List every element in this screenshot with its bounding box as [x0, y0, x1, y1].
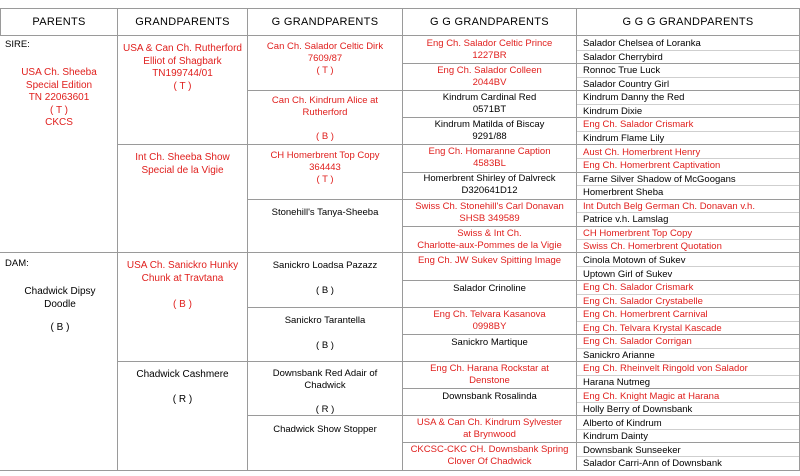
pair-divider [577, 294, 799, 295]
gg-name: Sanickro Tarantella [284, 315, 366, 326]
ggg-grandparent: Aust Ch. Homerbrent Henry [583, 146, 701, 158]
gg-line1: CKCSC-CKC CH. Downsbank Spring [410, 444, 569, 455]
ggg-grandparent: Patrice v.h. Lamslag [583, 214, 669, 226]
gg-grandparent-4 [404, 119, 575, 143]
ggg-grandparent: Eng Ch. Salador Crismark [583, 282, 694, 294]
gg-reg: 364443 [309, 162, 341, 173]
gg-line2: Clover Of Chadwick [447, 456, 532, 467]
gg-line2: 9291/88 [472, 131, 507, 142]
gg-name: CH Homerbrent Top Copy [270, 150, 380, 161]
gg-grandparent-14 [404, 391, 575, 403]
gg-grandparent-16 [404, 444, 575, 468]
gg-grandparent-3 [404, 92, 575, 116]
header-gg-grandparents [402, 8, 577, 35]
gg-code: ( B ) [316, 340, 334, 351]
gg-code: ( B ) [316, 131, 334, 142]
pair-divider [577, 50, 799, 51]
gg-grandparent-7 [404, 201, 575, 225]
grandparent-1 [120, 43, 245, 93]
great-grandparent-6 [250, 315, 400, 352]
gg-name: Downsbank Red Adair of Chadwick [272, 368, 378, 391]
gg-name: Chadwick Show Stopper [273, 424, 377, 435]
gg-line1: Downsbank Rosalinda [442, 391, 537, 402]
sire-extra: CKCS [45, 117, 73, 128]
gg-line1: USA & Can Ch. Kindrum Sylvester [416, 417, 563, 428]
header-ggg-grandparents [576, 8, 800, 35]
great-grandparent-2 [250, 95, 400, 144]
grandparent-reg: TN199744/01 [152, 68, 213, 79]
great-grandparent-4 [250, 207, 400, 219]
gg-reg: 7609/87 [307, 53, 343, 64]
pair-divider [577, 239, 799, 240]
ggg-grandparent: Kindrum Dixie [583, 105, 643, 117]
gg-line1: Eng Ch. Salador Celtic Prince [426, 38, 553, 49]
header-grandparents [117, 8, 248, 35]
gg-line1: Eng Ch. Salador Colleen [437, 65, 542, 76]
pair-divider [577, 348, 799, 349]
ggg-grandparent: Eng Ch. Homerbrent Carnival [583, 309, 708, 321]
grandparent-code: ( B ) [173, 299, 192, 310]
grandparent-name: Int Ch. Sheeba Show Special de la Vigie [135, 152, 230, 176]
ggg-grandparent: Int Dutch Belg German Ch. Donavan v.h. [583, 200, 755, 212]
great-grandparent-7 [250, 368, 400, 415]
ggg-grandparent: Downsbank Sunseeker [583, 444, 681, 456]
gg-name: Stonehill's Tanya-Sheeba [271, 207, 379, 218]
ggg-grandparent: Harana Nutmeg [583, 377, 651, 388]
grandparent-code: ( R ) [172, 393, 193, 405]
gg-grandparent-13 [404, 363, 575, 387]
header-label: G G G GRANDPARENTS [622, 16, 754, 28]
sire-role-label: SIRE: [5, 39, 30, 50]
ggg-grandparent: Sanickro Arianne [583, 349, 655, 361]
header-label: GRANDPARENTS [135, 16, 230, 28]
ggg-grandparent: Uptown Girl of Sukev [583, 268, 673, 280]
gg-line1: Kindrum Matilda of Biscay [434, 119, 545, 130]
gg-name: Can Ch. Kindrum Alice at Rutherford [271, 95, 379, 118]
ggg-grandparent: Cinola Motown of Sukev [583, 255, 686, 266]
dam-code: ( B ) [50, 322, 70, 333]
ggg-grandparent: Eng Ch. Telvara Krystal Kascade [583, 322, 722, 334]
gg-line2: 4583BL [473, 158, 506, 169]
grandparent-name: USA & Can Ch. Rutherford Elliot of Shagbark [123, 43, 242, 67]
gg-grandparent-5 [404, 146, 575, 170]
ggg-grandparent: Eng Ch. Salador Corrigan [583, 336, 692, 348]
great-grandparent-1 [250, 41, 400, 77]
gg-line2: Charlotte-aux-Pommes de la Vigie [417, 240, 562, 251]
grandparent-4 [120, 369, 245, 406]
gg-line2: 1227BR [472, 50, 507, 61]
pair-divider [577, 185, 799, 186]
great-grandparent-8 [250, 424, 400, 436]
ggg-grandparent: Kindrum Danny the Red [583, 92, 685, 104]
gg-line1: Eng Ch. Homaranne Caption [428, 146, 551, 157]
grandparent-name: USA Ch. Sanickro Hunky Chunk at Travtana [126, 260, 239, 284]
sire-reg: TN 22063601 [28, 92, 90, 103]
gg-grandparent-10 [404, 283, 575, 295]
dam-role-label: DAM: [5, 258, 29, 269]
sire-name: USA Ch. Sheeba Special Edition [21, 67, 97, 91]
gg-line1: Eng Ch. JW Sukev Spitting Image [417, 255, 562, 266]
pair-divider [577, 321, 799, 322]
gg-grandparent-15 [404, 417, 575, 441]
ggg-grandparent: Farne Silver Shadow of McGoogans [583, 173, 736, 185]
sire-code: ( T ) [50, 104, 68, 116]
dam-entry [10, 286, 110, 335]
ggg-grandparent: Kindrum Dainty [583, 431, 648, 443]
grandparent-code: ( T ) [173, 80, 192, 92]
gg-line1: Homerbrent Shirley of Dalvreck [423, 173, 556, 184]
col-line [402, 35, 403, 471]
ggg-grandparent: Eng Ch. Salador Crismark [583, 119, 694, 131]
header-label: G GRANDPARENTS [271, 16, 379, 28]
great-grandparent-3 [250, 150, 400, 186]
col-line [117, 35, 118, 471]
ggg-grandparent: CH Homerbrent Top Copy [583, 227, 693, 239]
gg-line1: Eng Ch. Telvara Kasanova [433, 309, 546, 320]
ggg-grandparent: Salador Country Girl [583, 78, 670, 90]
gg-line1: Swiss Ch. Stonehill's Carl Donavan [415, 201, 564, 212]
gg-line1: Kindrum Cardinal Red [442, 92, 537, 103]
gg-code: ( R ) [315, 404, 335, 415]
ggg-grandparent: Holly Berry of Downsbank [583, 404, 693, 416]
ggg-grandparent: Salador Carri-Ann of Downsbank [583, 458, 722, 470]
gg-line1: Salador Crinoline [453, 283, 526, 294]
ggg-grandparent: Kindrum Flame Lily [583, 132, 665, 144]
gg-line2: Denstone [469, 375, 510, 386]
gg-line2: D320641D12 [461, 185, 518, 196]
col-line [247, 35, 248, 471]
gg-line1: Swiss & Int Ch. [457, 228, 522, 239]
ggg-grandparent: Homerbrent Sheba [583, 187, 664, 199]
ggg-grandparent: Salador Cherrybird [583, 51, 663, 63]
gg-grandparent-12 [404, 337, 575, 349]
gg-code: ( T ) [316, 65, 334, 76]
pair-divider [577, 77, 799, 78]
gg-code: ( B ) [316, 285, 334, 296]
gg-grandparent-2 [404, 65, 575, 89]
pair-divider [577, 104, 799, 105]
gg-line1: Eng Ch. Harana Rockstar at [430, 363, 549, 374]
gg-line2: 0571BT [472, 104, 507, 115]
sire-entry [4, 67, 114, 130]
ggg-grandparent: Salador Chelsea of Loranka [583, 38, 701, 49]
gg-grandparent-11 [404, 309, 575, 333]
gg-line2: at Brynwood [463, 429, 516, 440]
pair-divider [577, 402, 799, 403]
grandparent-2 [120, 152, 245, 177]
gg-grandparent-6 [404, 173, 575, 197]
gg-line2: 0998BY [472, 321, 507, 332]
header-label: PARENTS [32, 16, 86, 28]
ggg-grandparent: Ronnoc True Luck [583, 65, 661, 77]
header-divider [0, 35, 800, 36]
gg-line2: 2044BV [472, 77, 507, 88]
pair-divider [577, 131, 799, 132]
gg-grandparent-8 [404, 228, 575, 252]
grandparent-name: Chadwick Cashmere [136, 369, 229, 380]
dam-name: Chadwick Dipsy Doodle [24, 286, 96, 310]
gg-line2: SHSB 349589 [459, 213, 520, 224]
header-parents [0, 8, 118, 35]
grandparent-3 [120, 260, 245, 312]
gg-name: Can Ch. Salador Celtic Dirk [266, 41, 384, 52]
gg-name: Sanickro Loadsa Pazazz [272, 260, 378, 271]
ggg-grandparent: Eng Ch. Knight Magic at Harana [583, 390, 720, 402]
pair-divider [577, 429, 799, 430]
pair-divider [577, 456, 799, 457]
gg-grandparent-1 [404, 38, 575, 62]
ggg-grandparent: Eng Ch. Salador Crystabelle [583, 295, 703, 307]
gg-code: ( T ) [316, 174, 334, 185]
header-label: G G GRANDPARENTS [430, 16, 549, 28]
pair-divider [577, 158, 799, 159]
ggg-grandparent: Eng Ch. Rheinvelt Ringold von Salador [583, 363, 748, 375]
pair-divider [577, 212, 799, 213]
gg-line1: Sanickro Martique [451, 337, 528, 348]
great-grandparent-5 [250, 260, 400, 297]
header-g-grandparents [247, 8, 403, 35]
gg-grandparent-9 [404, 255, 575, 267]
ggg-grandparent: Alberto of Kindrum [583, 417, 662, 429]
col-line [576, 35, 577, 471]
pair-divider [577, 266, 799, 267]
ggg-grandparent: Eng Ch. Homerbrent Captivation [583, 160, 721, 171]
ggg-grandparent: Swiss Ch. Homerbrent Quotation [583, 241, 722, 253]
pair-divider [577, 375, 799, 376]
